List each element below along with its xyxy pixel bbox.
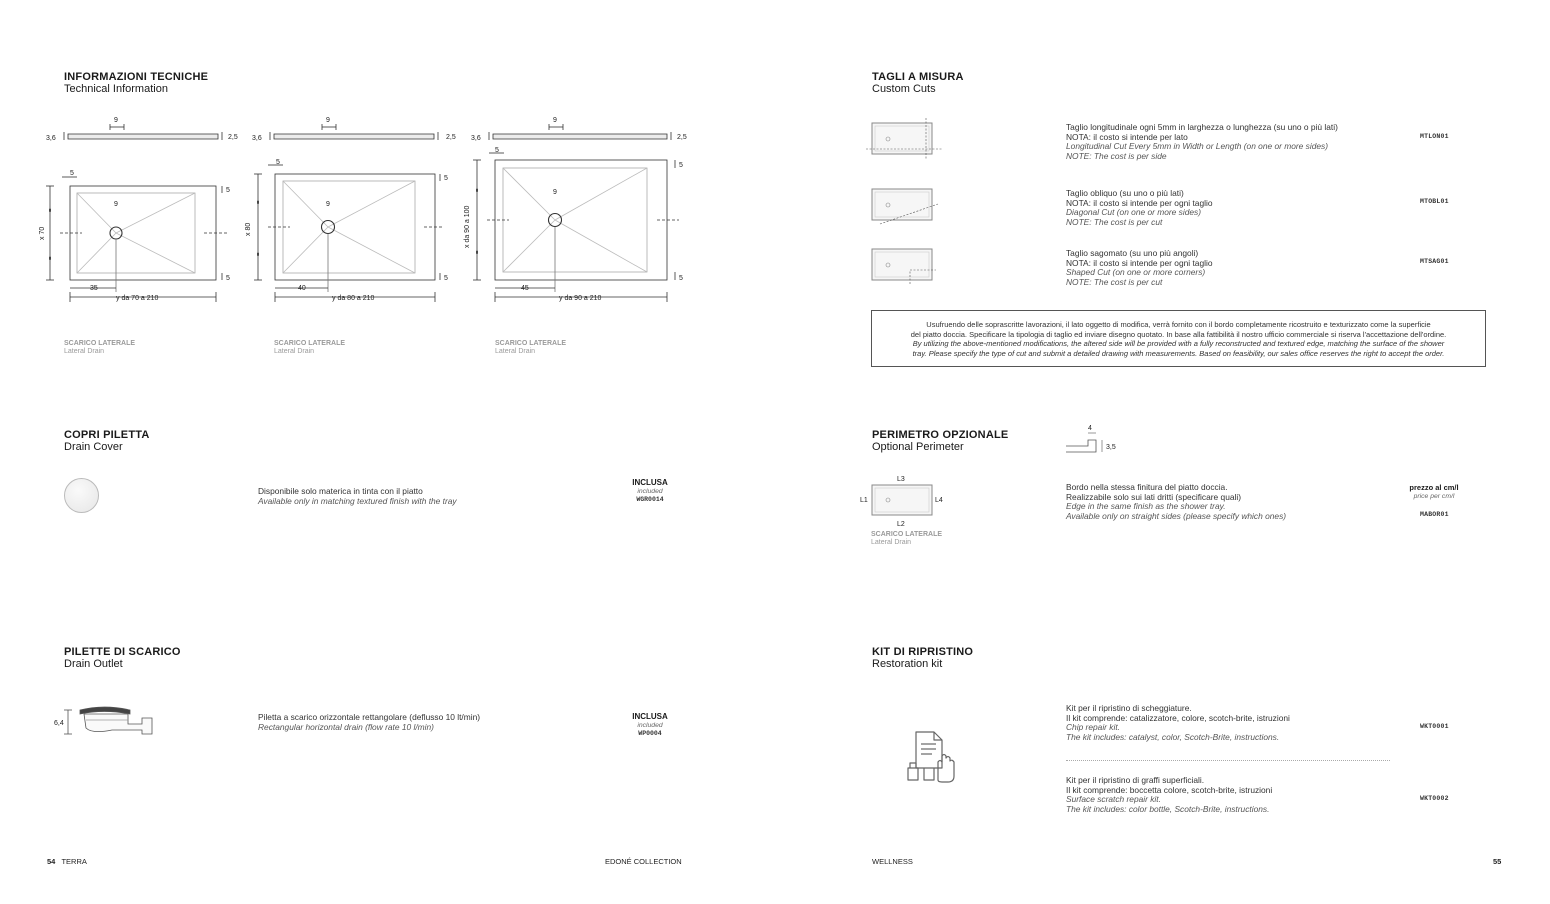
dim-thick-right: 2,5 [228,134,238,141]
section-title: COPRI PILETTA [64,429,150,441]
dim-x: x 70 [39,226,46,240]
section-subtitle: Technical Information [64,83,168,95]
tech-info-heading [64,71,208,95]
section-subtitle: Custom Cuts [872,83,936,95]
repair-kit-icon [902,728,960,786]
dim-edge-right-bottom: 5 [679,275,683,282]
perimeter-l1: L1 [860,497,868,504]
dim-eq-top: = [256,200,262,204]
drain-outlet-desc: Piletta a scarico orizzontale rettangolare (deflusso 10 lt/min) Rectangular horizontal drain (flow rate 10 l/min) [258,712,481,732]
drain-cover-heading [64,429,150,453]
product-code: MTSAG01 [1420,258,1449,265]
perimeter-tray-icon [856,472,950,530]
dim-eq-bottom: = [475,250,481,254]
product-code: WP0004 [638,730,662,737]
dim-edge-right-bottom: 5 [444,275,448,282]
perimeter-profile-icon [1060,420,1124,456]
product-code: WKT0002 [1420,795,1449,802]
dim-drain: 9 [553,189,557,196]
perimeter-l4: L4 [935,497,943,504]
drawing-caption-1: SCARICO LATERALE Lateral Drain [64,340,136,355]
tray-drawing-2 [245,112,463,312]
page-number-left: 54 [47,857,56,866]
footer-wellness: WELLNESS [872,857,913,866]
section-title: INFORMAZIONI TECNICHE [64,71,209,83]
dim-top: 9 [326,117,330,124]
section-title: KIT DI RIPRISTINO [872,646,974,658]
dim-top: 9 [553,117,557,124]
kit-item-scratch: Kit per il ripristino di graffi superficiali. Il kit comprende: boccetta colore, scotch-brite, istruzioni Surface scratch repair kit. The kit includes: color bottle, Scotch-Brite, instructions. [1066,775,1273,814]
drain-outlet-image [52,702,156,738]
dim-bottom-left: 35 [90,285,98,292]
drain-outlet-dim: 6,4 [54,720,64,727]
dim-thick-left: 3,6 [471,135,481,142]
section-title: TAGLI A MISURA [872,71,964,83]
perimeter-desc: Bordo nella stessa finitura del piatto doccia. Realizzabile solo sui lati dritti (specificare quali) Edge in the same finish as the shower tray. Available only on straight sides (please specify which ones) [1066,482,1287,521]
perimeter-l2: L2 [897,521,905,528]
dim-drain: 9 [326,201,330,208]
dim-bottom-right: y da 90 a 210 [559,295,602,302]
drain-outlet-included: INCLUSA included WP0004 [620,713,680,739]
dim-bottom-left: 45 [521,285,529,292]
product-code: MABOR01 [1420,511,1449,518]
dim-thick-left: 3,6 [252,135,262,142]
dim-edge-right-bottom: 5 [226,275,230,282]
drain-cover-included: INCLUSA included WGR0014 [620,479,680,505]
dim-eq-top: = [48,208,54,212]
dim-edge: 5 [495,147,499,154]
dim-thick-right: 2,5 [677,134,687,141]
perimeter-dim-h: 3,5 [1106,444,1116,451]
custom-cuts-heading [872,71,964,95]
kit-item-chip: Kit per il ripristino di scheggiature. Il kit comprende: catalizzatore, colore, scotch-brite, istruzioni Chip repair kit. The kit includes: catalyst, color, Scotch-Brite, instructions. [1066,703,1290,742]
dim-bottom-left: 40 [298,285,306,292]
drain-outlet-heading [64,646,181,670]
dim-thick-left: 3,6 [46,135,56,142]
footer-section: TERRA [61,857,87,866]
section-subtitle: Drain Cover [64,441,123,453]
perimeter-caption: SCARICO LATERALE Lateral Drain [871,531,943,546]
product-code: WGR0014 [636,496,664,503]
dim-edge-right-top: 5 [679,162,683,169]
dim-x: x da 90 a 100 [464,205,471,248]
product-code: MTLON01 [1420,133,1449,140]
product-code: WKT0001 [1420,723,1449,730]
drain-cover-desc: Disponibile solo materica in tinta con il piatto Available only in matching textured finish with the tray [258,486,457,506]
dim-eq-bottom: = [256,252,262,256]
drawing-caption-3: SCARICO LATERALE Lateral Drain [495,340,567,355]
perimeter-price: prezzo al cm/l price per cm/l [1409,483,1459,500]
tray-drawing-1 [38,112,248,312]
diagonal-cut-icon [866,184,942,226]
dim-thick-right: 2,5 [446,134,456,141]
tray-drawing-3 [463,112,695,312]
drawing-caption-2: SCARICO LATERALE Lateral Drain [274,340,346,355]
optional-perimeter-heading [872,429,1008,453]
drain-cover-image [64,478,99,513]
longitudinal-cut-icon [866,118,942,160]
section-subtitle: Drain Outlet [64,658,123,670]
dim-eq-bottom: = [48,256,54,260]
dim-edge: 5 [70,170,74,177]
page-number-right: 55 [1493,857,1502,866]
perimeter-dim-w: 4 [1088,425,1092,432]
section-subtitle: Optional Perimeter [872,441,964,453]
section-title: PERIMETRO OPZIONALE [872,429,1009,441]
footer-left [47,857,87,866]
dim-top: 9 [114,117,118,124]
dim-edge-right-top: 5 [444,175,448,182]
perimeter-l3: L3 [897,476,905,483]
shaped-cut-icon [866,244,942,286]
kit-divider [1066,760,1390,761]
dim-drain: 9 [114,201,118,208]
product-code: MTOBL01 [1420,198,1449,205]
dim-x: x 80 [245,222,252,236]
section-title: PILETTE DI SCARICO [64,646,181,658]
footer-collection: EDONÉ COLLECTION [605,857,682,866]
dim-edge-right-top: 5 [226,187,230,194]
cut-item-longitudinal: Taglio longitudinale ogni 5mm in larghezza o lunghezza (su uno o più lati) NOTA: il costo si intende per lato Longitudinal Cut Every 5mm in Width or Length (on one or more sides) NOTE: The cost is per side [1066,122,1338,161]
custom-cuts-note: Usufruendo delle soprascritte lavorazioni, il lato oggetto di modifica, verrà fornito con il bordo completamente ricostruito e texturizzato come la superficie del piatto doccia. Specificare la tipologia di taglio ed inviare disegno quotato. In base alla fattibilità il nostro ufficio commerciale si riserva l'accettazione dell'ordine. By utilizing the above-mentioned modifications, the altered side will be provided with a fully reconstructed and textured edge, matching the surface of the shower tray. Please specify the type of cut and submit a detailed drawing with measurements. Based on feasibility, our sales office reserves the right to accept the order. [871,310,1486,367]
dim-bottom-right: y da 80 a 210 [332,295,375,302]
cut-item-shaped: Taglio sagomato (su uno più angoli) NOTA: il costo si intende per ogni taglio Shaped Cut (on one or more corners) NOTE: The cost is per cut [1066,248,1213,287]
dim-eq-top: = [475,188,481,192]
dim-bottom-right: y da 70 a 210 [116,295,159,302]
cut-item-diagonal: Taglio obliquo (su uno o più lati) NOTA: il costo si intende per ogni taglio Diagonal Cut (on one or more sides) NOTE: The cost is per cut [1066,188,1213,227]
restoration-kit-heading [872,646,973,670]
section-subtitle: Restoration kit [872,658,943,670]
dim-edge: 5 [276,159,280,166]
